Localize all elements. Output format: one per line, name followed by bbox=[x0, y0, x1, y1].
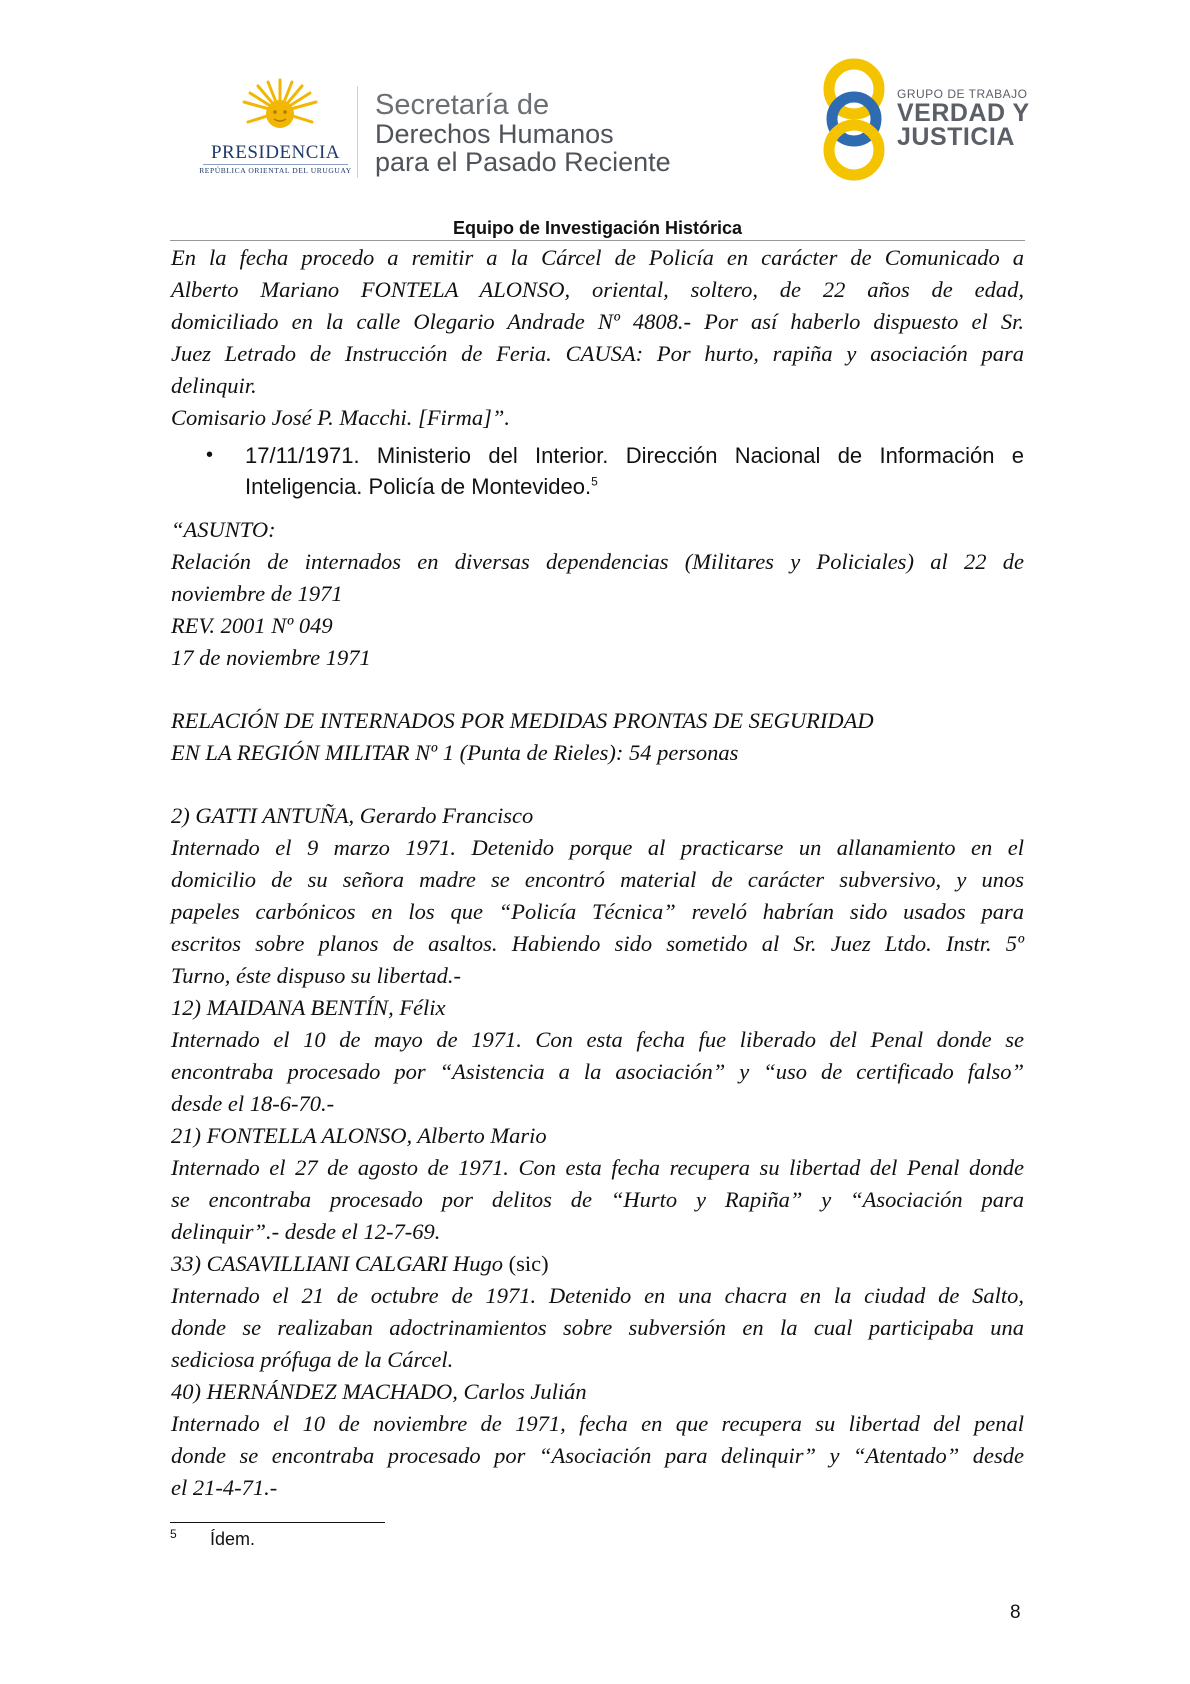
text-line: encontraba procesado por “Asistencia a la asociación” y “uso de certificado falso” bbox=[171, 1059, 1024, 1084]
text-line: domiciliado en la calle Olegario Andrade Nº 4808.- Por así haberlo dispuesto el Sr. bbox=[171, 309, 1024, 334]
footnote-number: 5 bbox=[170, 1527, 177, 1541]
sic-note: (sic) bbox=[508, 1251, 549, 1276]
presidencia-rule bbox=[203, 164, 348, 165]
text-line: desde el 18-6-70.- bbox=[171, 1091, 335, 1116]
page-header bbox=[0, 0, 1190, 215]
entry-casavilliani bbox=[171, 1248, 1024, 1376]
text-line: Internado el 27 de agosto de 1971. Con esta fecha recupera su libertad del Penal donde bbox=[171, 1155, 1024, 1180]
text-line: delinquir”.- desde el 12-7-69. bbox=[171, 1219, 441, 1244]
asunto-block bbox=[171, 514, 1024, 674]
document-body bbox=[171, 242, 1024, 1504]
vj-text bbox=[897, 87, 1030, 149]
text-line: noviembre de 1971 bbox=[171, 581, 343, 606]
entry-fontella bbox=[171, 1120, 1024, 1248]
entry-gatti bbox=[171, 800, 1024, 992]
footnote-separator bbox=[170, 1522, 385, 1523]
text-line: Internado el 21 de octubre de 1971. Detenido en una chacra en la ciudad de Salto, bbox=[171, 1283, 1024, 1308]
sun-icon bbox=[240, 78, 320, 140]
text-line: delinquir. bbox=[171, 373, 257, 398]
paragraph-remision bbox=[171, 242, 1024, 434]
text-line: 17 de noviembre 1971 bbox=[171, 645, 371, 670]
secretaria-line2: Derechos Humanos bbox=[375, 119, 614, 149]
secretaria-logo-text bbox=[375, 90, 671, 176]
team-rule bbox=[170, 240, 1025, 241]
text-line: Internado el 10 de mayo de 1971. Con esta fecha fue liberado del Penal donde se bbox=[171, 1027, 1024, 1052]
text-line: EN LA REGIÓN MILITAR Nº 1 (Punta de Rieles): 54 personas bbox=[171, 740, 739, 765]
text-line: RELACIÓN DE INTERNADOS POR MEDIDAS PRONTAS DE SEGURIDAD bbox=[171, 708, 874, 733]
team-heading: Equipo de Investigación Histórica bbox=[452, 218, 743, 238]
text-line: sediciosa prófuga de la Cárcel. bbox=[171, 1347, 454, 1372]
footnote-text: Ídem. bbox=[210, 1529, 256, 1549]
vj-line2: VERDAD Y bbox=[897, 99, 1030, 127]
entry-title: 40) HERNÁNDEZ MACHADO, Carlos Julián bbox=[171, 1379, 587, 1404]
presidencia-subtitle: REPÚBLICA ORIENTAL DEL URUGUAY bbox=[199, 166, 352, 175]
page-number: 8 bbox=[1010, 1602, 1021, 1623]
text-line: En la fecha procedo a remitir a la Cárcel de Policía en carácter de Comunicado a bbox=[171, 245, 1024, 270]
text-line: REV. 2001 Nº 049 bbox=[171, 613, 333, 638]
text-line: “ASUNTO: bbox=[171, 517, 276, 542]
text-line: el 21-4-71.- bbox=[171, 1475, 278, 1500]
presidencia-logo bbox=[198, 78, 353, 180]
text-line: Internado el 9 marzo 1971. Detenido porque al practicarse un allanamiento en el bbox=[171, 835, 1024, 860]
bullet-dot-icon: • bbox=[206, 444, 214, 466]
entry-title bbox=[171, 1248, 1024, 1280]
entry-title: 2) GATTI ANTUÑA, Gerardo Francisco bbox=[171, 803, 534, 828]
relacion-heading bbox=[171, 705, 1024, 769]
text-line: Alberto Mariano FONTELA ALONSO, oriental, soltero, de 22 años de edad, bbox=[171, 277, 1024, 302]
text-line: donde se encontraba procesado por “Asociación para delinquir” y “Atentado” desde bbox=[171, 1443, 1024, 1468]
vj-line1: GRUPO DE TRABAJO bbox=[897, 87, 1028, 101]
bullet-item bbox=[171, 440, 1024, 502]
entry-title: 12) MAIDANA BENTÍN, Félix bbox=[171, 995, 446, 1020]
rings-icon bbox=[822, 57, 890, 182]
text-line: Juez Letrado de Instrucción de Feria. CAUSA: Por hurto, rapiña y asociación para bbox=[171, 341, 1024, 366]
bullet-line: Inteligencia. Policía de Montevideo. bbox=[245, 474, 592, 499]
text-line: donde se realizaban adoctrinamientos sobre subversión en la cual participaba una bbox=[171, 1315, 1024, 1340]
secretaria-line1: Secretaría de bbox=[375, 89, 550, 121]
presidencia-title: PRESIDENCIA bbox=[210, 142, 340, 163]
entry-title-text: 33) CASAVILLIANI CALGARI Hugo bbox=[171, 1251, 503, 1276]
text-line: Internado el 10 de noviembre de 1971, fecha en que recupera su libertad del penal bbox=[171, 1411, 1024, 1436]
signature-line: Comisario José P. Macchi. [Firma]”. bbox=[171, 405, 510, 430]
entry-title: 21) FONTELLA ALONSO, Alberto Mario bbox=[171, 1123, 547, 1148]
verdad-justicia-logo bbox=[822, 57, 1032, 182]
text-line: papeles carbónicos en los que “Policía Técnica” reveló habrían sido usados para bbox=[171, 899, 1024, 924]
text-line: Relación de internados en diversas dependencias (Militares y Policiales) al 22 de bbox=[171, 549, 1024, 574]
footnote-ref[interactable]: 5 bbox=[591, 474, 598, 489]
header-divider bbox=[357, 86, 358, 178]
bullet-line: 17/11/1971. Ministerio del Interior. Dirección Nacional de Información e bbox=[245, 443, 1024, 468]
text-line: domicilio de su señora madre se encontró material de carácter subversivo, y unos bbox=[171, 867, 1024, 892]
text-line: se encontraba procesado por delitos de “Hurto y Rapiña” y “Asociación para bbox=[171, 1187, 1024, 1212]
entry-maidana bbox=[171, 992, 1024, 1120]
text-line: escritos sobre planos de asaltos. Habiendo sido sometido al Sr. Juez Ltdo. Instr. 5º bbox=[171, 931, 1024, 956]
entry-hernandez bbox=[171, 1376, 1024, 1504]
text-line: Turno, éste dispuso su libertad.- bbox=[171, 963, 462, 988]
secretaria-line3: para el Pasado Reciente bbox=[375, 147, 671, 177]
vj-line3: JUSTICIA bbox=[897, 123, 1015, 151]
